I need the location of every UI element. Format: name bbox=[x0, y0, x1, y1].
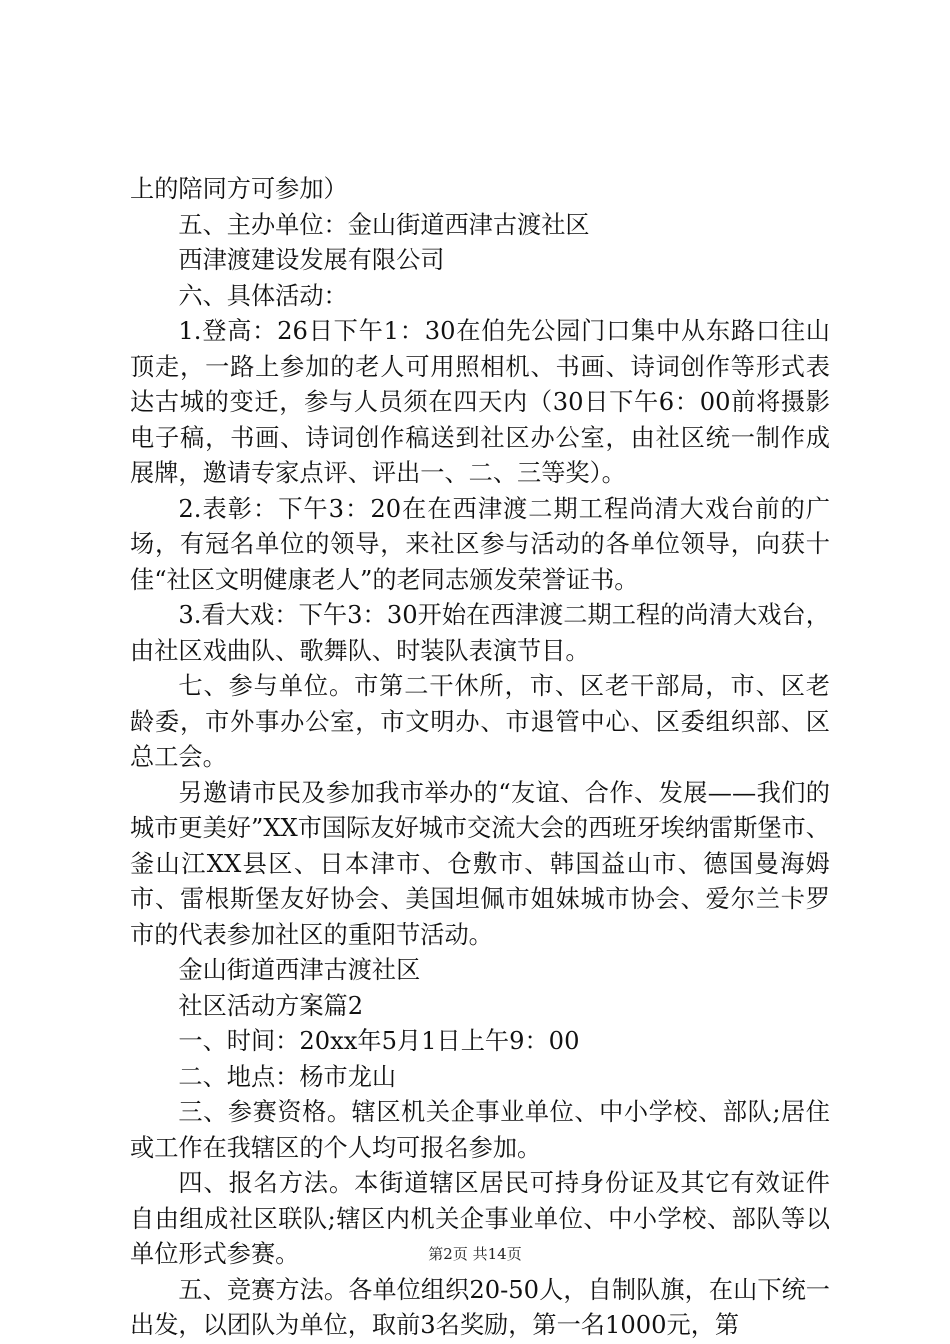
paragraph: 上的陪同方可参加） bbox=[130, 175, 348, 203]
paragraph: 2.表彰：下午3：20在在西津渡二期工程尚清大戏台前的广场，有冠名单位的领导，来社区参与活动的各单位领导，向获十佳“社区文明健康老人”的老同志颁发荣誉证书。 bbox=[130, 494, 830, 594]
paragraph: 五、主办单位：金山街道西津古渡社区 bbox=[178, 210, 590, 239]
paragraph: 1.登高：26日下午1：30在伯先公园门口集中从东路口往山顶走，一路上参加的老人可用照相机、书画、诗词创作等形式表达古城的变迁，参与人员须在四天内（30日下午6：00前将摄影电子稿，书画、诗词创作稿送到社区办公室，由社区统一制作成展牌，邀请专家点评、评出一、二、三等奖）。 bbox=[130, 317, 830, 487]
paragraph: 另邀请市民及参加我市举办的“友谊、合作、发展——我们的城市更美好”XX市国际友好城市交流大会的西班牙埃纳雷斯堡市、釜山江XX县区、日本津市、仓敷市、韩国益山市、德国曼海姆市、雷根斯堡友好协会、美国坦佩市姐妹城市协会、爱尔兰卡罗市的代表参加社区的重阳节活动。 bbox=[130, 778, 830, 949]
paragraph: 六、具体活动： bbox=[178, 281, 348, 310]
paragraph: 社区活动方案篇2 bbox=[178, 991, 364, 1020]
paragraph: 西津渡建设发展有限公司 bbox=[178, 246, 445, 274]
paragraph: 3.看大戏：下午3：30开始在西津渡二期工程的尚清大戏台，由社区戏曲队、歌舞队、时装队表演节目。 bbox=[130, 601, 830, 665]
paragraph: 四、报名方法。本街道辖区居民可持身份证及其它有效证件自由组成社区联队;辖区内机关企事业单位、中小学校、部队等以单位形式参赛。 bbox=[130, 1169, 830, 1268]
paragraph: 金山街道西津古渡社区 bbox=[178, 956, 421, 984]
paragraph: 二、地点：杨市龙山 bbox=[178, 1062, 397, 1091]
paragraph: 一、时间：20xx年5月1日上午9：00 bbox=[178, 1027, 580, 1055]
document-body bbox=[130, 172, 830, 1344]
paragraph: 三、参赛资格。辖区机关企事业单位、中小学校、部队;居住或工作在我辖区的个人均可报名参加。 bbox=[130, 1098, 830, 1162]
page-footer: 第2页 共14页 bbox=[428, 1245, 522, 1263]
paragraph: 七、参与单位。市第二干休所，市、区老干部局，市、区老龄委，市外事办公室，市文明办、市退管中心、区委组织部、区总工会。 bbox=[130, 672, 830, 771]
paragraph: 五、竞赛方法。各单位组织20-50人，自制队旗，在山下统一出发，以团队为单位，取前3名奖励，第一名1000元，第 bbox=[130, 1275, 830, 1339]
